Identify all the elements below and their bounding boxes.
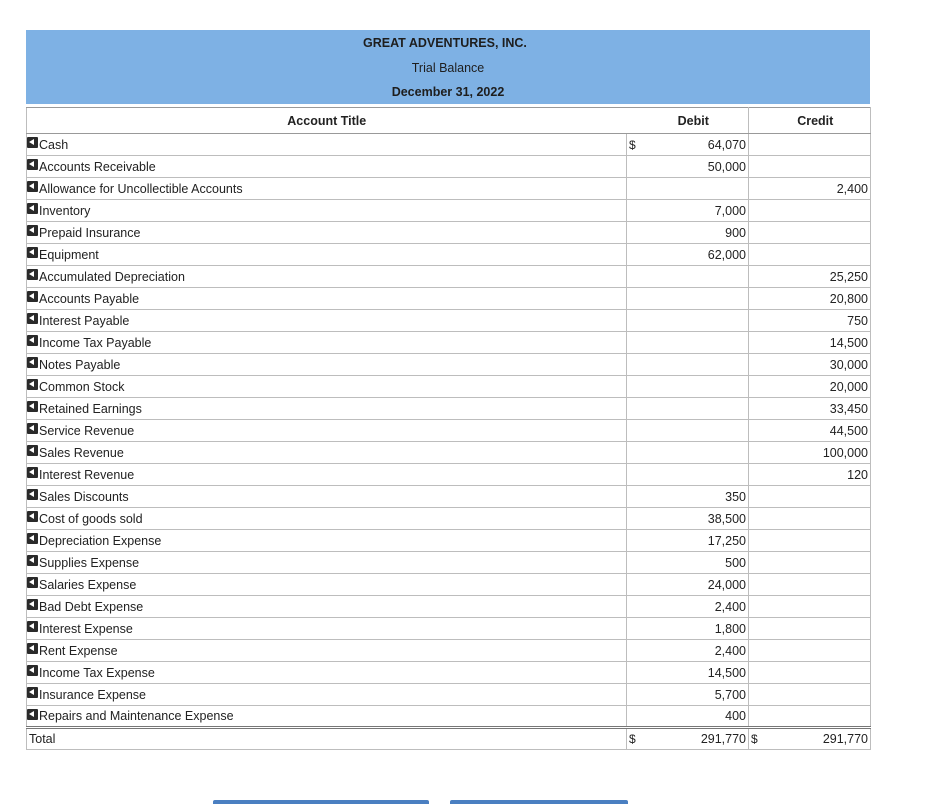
account-name: Common Stock bbox=[39, 379, 125, 394]
credit-cell[interactable] bbox=[761, 662, 871, 684]
credit-cell[interactable]: 120 bbox=[761, 464, 871, 486]
flag-icon[interactable] bbox=[27, 489, 38, 500]
credit-cell[interactable] bbox=[761, 156, 871, 178]
flag-icon[interactable] bbox=[27, 181, 38, 192]
debit-currency bbox=[627, 376, 639, 398]
account-cell[interactable] bbox=[27, 574, 627, 596]
debit-cell[interactable]: 62,000 bbox=[639, 244, 749, 266]
flag-icon[interactable] bbox=[27, 335, 38, 346]
account-name: Retained Earnings bbox=[39, 401, 142, 416]
report-header bbox=[26, 30, 870, 104]
credit-cell[interactable] bbox=[761, 244, 871, 266]
account-cell[interactable] bbox=[27, 618, 627, 640]
debit-currency bbox=[627, 684, 639, 706]
debit-cell[interactable] bbox=[639, 310, 749, 332]
debit-cell[interactable]: 2,400 bbox=[639, 596, 749, 618]
debit-cell[interactable]: 5,700 bbox=[639, 684, 749, 706]
flag-icon[interactable] bbox=[27, 291, 38, 302]
debit-cell[interactable]: 900 bbox=[639, 222, 749, 244]
debit-currency bbox=[627, 442, 639, 464]
debit-cell[interactable]: 2,400 bbox=[639, 640, 749, 662]
account-name: Interest Revenue bbox=[39, 467, 135, 482]
account-title-header: Account Title bbox=[27, 108, 627, 134]
flag-icon[interactable] bbox=[27, 313, 38, 324]
credit-cell[interactable] bbox=[761, 552, 871, 574]
account-name: Equipment bbox=[39, 247, 99, 262]
debit-cell[interactable]: 14,500 bbox=[639, 662, 749, 684]
debit-currency bbox=[627, 200, 639, 222]
account-cell[interactable] bbox=[27, 222, 627, 244]
debit-cell[interactable]: 64,070 bbox=[639, 134, 749, 156]
flag-icon[interactable] bbox=[27, 687, 38, 698]
account-cell[interactable] bbox=[27, 178, 627, 200]
report-title: Trial Balance bbox=[411, 61, 485, 75]
table-row bbox=[27, 222, 871, 244]
account-cell[interactable] bbox=[27, 200, 627, 222]
debit-cell[interactable] bbox=[639, 376, 749, 398]
bottom-button-left[interactable] bbox=[213, 800, 429, 804]
debit-cell[interactable] bbox=[639, 442, 749, 464]
flag-icon[interactable] bbox=[27, 159, 38, 170]
credit-cell[interactable] bbox=[761, 640, 871, 662]
debit-currency bbox=[627, 332, 639, 354]
table-row bbox=[27, 200, 871, 222]
debit-currency bbox=[627, 640, 639, 662]
account-cell[interactable] bbox=[27, 376, 627, 398]
credit-cell[interactable] bbox=[761, 574, 871, 596]
flag-icon[interactable] bbox=[27, 357, 38, 368]
flag-icon[interactable] bbox=[27, 555, 38, 566]
table-row bbox=[27, 442, 871, 464]
debit-cell[interactable]: 500 bbox=[639, 552, 749, 574]
account-cell[interactable] bbox=[27, 420, 627, 442]
debit-currency bbox=[627, 222, 639, 244]
debit-currency bbox=[627, 178, 639, 200]
account-name: Accumulated Depreciation bbox=[39, 269, 185, 284]
account-cell[interactable] bbox=[27, 596, 627, 618]
table-row bbox=[27, 288, 871, 310]
flag-icon[interactable] bbox=[27, 423, 38, 434]
debit-cell[interactable]: 38,500 bbox=[639, 508, 749, 530]
account-name: Rent Expense bbox=[39, 643, 118, 658]
flag-icon[interactable] bbox=[27, 247, 38, 258]
account-cell[interactable] bbox=[27, 662, 627, 684]
account-name: Notes Payable bbox=[39, 357, 121, 372]
credit-cell[interactable]: 14,500 bbox=[761, 332, 871, 354]
debit-currency bbox=[627, 552, 639, 574]
table-row bbox=[27, 486, 871, 508]
debit-cell[interactable]: 350 bbox=[639, 486, 749, 508]
trial-balance-table bbox=[26, 107, 871, 750]
credit-cell[interactable]: 30,000 bbox=[761, 354, 871, 376]
credit-header: Credit bbox=[761, 108, 871, 134]
account-cell[interactable] bbox=[27, 706, 627, 728]
debit-currency bbox=[627, 420, 639, 442]
debit-currency bbox=[627, 464, 639, 486]
debit-cell[interactable] bbox=[639, 464, 749, 486]
account-name: Allowance for Uncollectible Accounts bbox=[39, 181, 243, 196]
table-row bbox=[27, 706, 871, 728]
table-row bbox=[27, 662, 871, 684]
account-cell[interactable] bbox=[27, 354, 627, 376]
account-cell[interactable] bbox=[27, 398, 627, 420]
table-row bbox=[27, 508, 871, 530]
account-name: Inventory bbox=[39, 203, 91, 218]
table-row bbox=[27, 596, 871, 618]
debit-cell[interactable]: 7,000 bbox=[639, 200, 749, 222]
total-label: Total bbox=[27, 728, 627, 750]
account-cell[interactable] bbox=[27, 640, 627, 662]
account-name: Bad Debt Expense bbox=[39, 599, 144, 614]
debit-currency bbox=[627, 574, 639, 596]
debit-currency bbox=[627, 706, 639, 728]
account-cell[interactable] bbox=[27, 332, 627, 354]
account-name: Accounts Payable bbox=[39, 291, 140, 306]
account-name: Sales Revenue bbox=[39, 445, 124, 460]
table-row bbox=[27, 156, 871, 178]
account-cell[interactable] bbox=[27, 244, 627, 266]
debit-currency bbox=[627, 244, 639, 266]
account-cell[interactable] bbox=[27, 310, 627, 332]
debit-cell[interactable] bbox=[639, 288, 749, 310]
debit-currency bbox=[627, 266, 639, 288]
total-row bbox=[27, 728, 871, 750]
account-name: Service Revenue bbox=[39, 423, 135, 438]
flag-icon[interactable] bbox=[27, 665, 38, 676]
debit-cell[interactable]: 50,000 bbox=[639, 156, 749, 178]
account-cell[interactable] bbox=[27, 156, 627, 178]
bottom-button-right[interactable] bbox=[450, 800, 628, 804]
flag-icon[interactable] bbox=[27, 137, 38, 148]
debit-currency bbox=[627, 398, 639, 420]
table-row bbox=[27, 398, 871, 420]
credit-cell[interactable]: 20,000 bbox=[761, 376, 871, 398]
table-row bbox=[27, 244, 871, 266]
account-cell[interactable] bbox=[27, 684, 627, 706]
table-row bbox=[27, 574, 871, 596]
account-cell[interactable] bbox=[27, 508, 627, 530]
account-name: Accounts Receivable bbox=[39, 159, 156, 174]
total-credit[interactable]: 291,770 bbox=[761, 728, 871, 750]
flag-icon[interactable] bbox=[27, 621, 38, 632]
debit-header: Debit bbox=[639, 108, 749, 134]
flag-icon[interactable] bbox=[27, 225, 38, 236]
account-cell[interactable] bbox=[27, 530, 627, 552]
flag-icon[interactable] bbox=[27, 643, 38, 654]
credit-cell[interactable] bbox=[761, 134, 871, 156]
account-name: Insurance Expense bbox=[39, 687, 147, 702]
debit-currency bbox=[627, 486, 639, 508]
credit-cell[interactable]: 44,500 bbox=[761, 420, 871, 442]
credit-cell[interactable]: 750 bbox=[761, 310, 871, 332]
account-cell[interactable] bbox=[27, 442, 627, 464]
account-cell[interactable] bbox=[27, 486, 627, 508]
debit-currency bbox=[627, 156, 639, 178]
account-cell[interactable] bbox=[27, 464, 627, 486]
flag-icon[interactable] bbox=[27, 379, 38, 390]
debit-cell[interactable]: 400 bbox=[639, 706, 749, 728]
credit-cell[interactable] bbox=[761, 684, 871, 706]
debit-currency bbox=[627, 618, 639, 640]
account-name: Salaries Expense bbox=[39, 577, 137, 592]
account-name: Interest Payable bbox=[39, 313, 130, 328]
table-row bbox=[27, 552, 871, 574]
account-name: Cost of goods sold bbox=[39, 511, 143, 526]
account-cell[interactable] bbox=[27, 266, 627, 288]
flag-icon[interactable] bbox=[27, 203, 38, 214]
account-name: Income Tax Payable bbox=[39, 335, 152, 350]
credit-cell[interactable]: 33,450 bbox=[761, 398, 871, 420]
table-row bbox=[27, 178, 871, 200]
credit-cell[interactable] bbox=[761, 508, 871, 530]
table-row bbox=[27, 464, 871, 486]
account-name: Sales Discounts bbox=[39, 489, 129, 504]
account-name: Interest Expense bbox=[39, 621, 133, 636]
credit-cell[interactable]: 25,250 bbox=[761, 266, 871, 288]
flag-icon[interactable] bbox=[27, 401, 38, 412]
credit-cell[interactable] bbox=[761, 486, 871, 508]
debit-cell[interactable] bbox=[639, 354, 749, 376]
credit-cell[interactable]: 2,400 bbox=[761, 178, 871, 200]
flag-icon[interactable] bbox=[27, 511, 38, 522]
table-row bbox=[27, 530, 871, 552]
credit-cell[interactable] bbox=[761, 706, 871, 728]
total-debit-currency: $ bbox=[627, 728, 639, 750]
flag-icon[interactable] bbox=[27, 467, 38, 478]
flag-icon[interactable] bbox=[27, 577, 38, 588]
debit-currency: $ bbox=[627, 134, 639, 156]
account-name: Cash bbox=[39, 137, 69, 152]
total-credit-currency: $ bbox=[749, 728, 761, 750]
flag-icon[interactable] bbox=[27, 709, 38, 720]
table-row bbox=[27, 376, 871, 398]
credit-cell[interactable] bbox=[761, 530, 871, 552]
table-row bbox=[27, 332, 871, 354]
debit-cell[interactable] bbox=[639, 398, 749, 420]
debit-cell[interactable]: 17,250 bbox=[639, 530, 749, 552]
table-row bbox=[27, 266, 871, 288]
flag-icon[interactable] bbox=[27, 445, 38, 456]
debit-currency bbox=[627, 354, 639, 376]
report-date: December 31, 2022 bbox=[391, 85, 505, 99]
table-row bbox=[27, 420, 871, 442]
account-name: Supplies Expense bbox=[39, 555, 140, 570]
account-name: Repairs and Maintenance Expense bbox=[39, 709, 234, 723]
table-row bbox=[27, 640, 871, 662]
debit-currency bbox=[627, 662, 639, 684]
account-cell[interactable] bbox=[27, 552, 627, 574]
credit-cell[interactable] bbox=[761, 200, 871, 222]
total-debit[interactable]: 291,770 bbox=[639, 728, 749, 750]
debit-cell[interactable] bbox=[639, 178, 749, 200]
debit-currency bbox=[627, 288, 639, 310]
account-cell[interactable] bbox=[27, 288, 627, 310]
credit-cell[interactable] bbox=[761, 596, 871, 618]
debit-currency bbox=[627, 310, 639, 332]
table-row bbox=[27, 354, 871, 376]
credit-cell[interactable] bbox=[761, 618, 871, 640]
flag-icon[interactable] bbox=[27, 533, 38, 544]
account-name: Depreciation Expense bbox=[39, 533, 162, 548]
table-row bbox=[27, 134, 871, 156]
credit-cell[interactable]: 100,000 bbox=[761, 442, 871, 464]
debit-cell[interactable] bbox=[639, 332, 749, 354]
debit-cell[interactable]: 1,800 bbox=[639, 618, 749, 640]
company-name: GREAT ADVENTURES, INC. bbox=[363, 36, 527, 50]
debit-currency bbox=[627, 508, 639, 530]
flag-icon[interactable] bbox=[27, 269, 38, 280]
credit-cell[interactable]: 20,800 bbox=[761, 288, 871, 310]
account-name: Prepaid Insurance bbox=[39, 225, 141, 240]
account-cell[interactable] bbox=[27, 134, 627, 156]
credit-cell[interactable] bbox=[761, 222, 871, 244]
table-row bbox=[27, 684, 871, 706]
debit-cell[interactable]: 24,000 bbox=[639, 574, 749, 596]
table-row bbox=[27, 310, 871, 332]
debit-currency bbox=[627, 596, 639, 618]
debit-cell[interactable] bbox=[639, 266, 749, 288]
flag-icon[interactable] bbox=[27, 599, 38, 610]
table-header-row bbox=[27, 108, 871, 134]
debit-cell[interactable] bbox=[639, 420, 749, 442]
account-name: Income Tax Expense bbox=[39, 665, 155, 680]
table-row bbox=[27, 618, 871, 640]
debit-currency bbox=[627, 530, 639, 552]
